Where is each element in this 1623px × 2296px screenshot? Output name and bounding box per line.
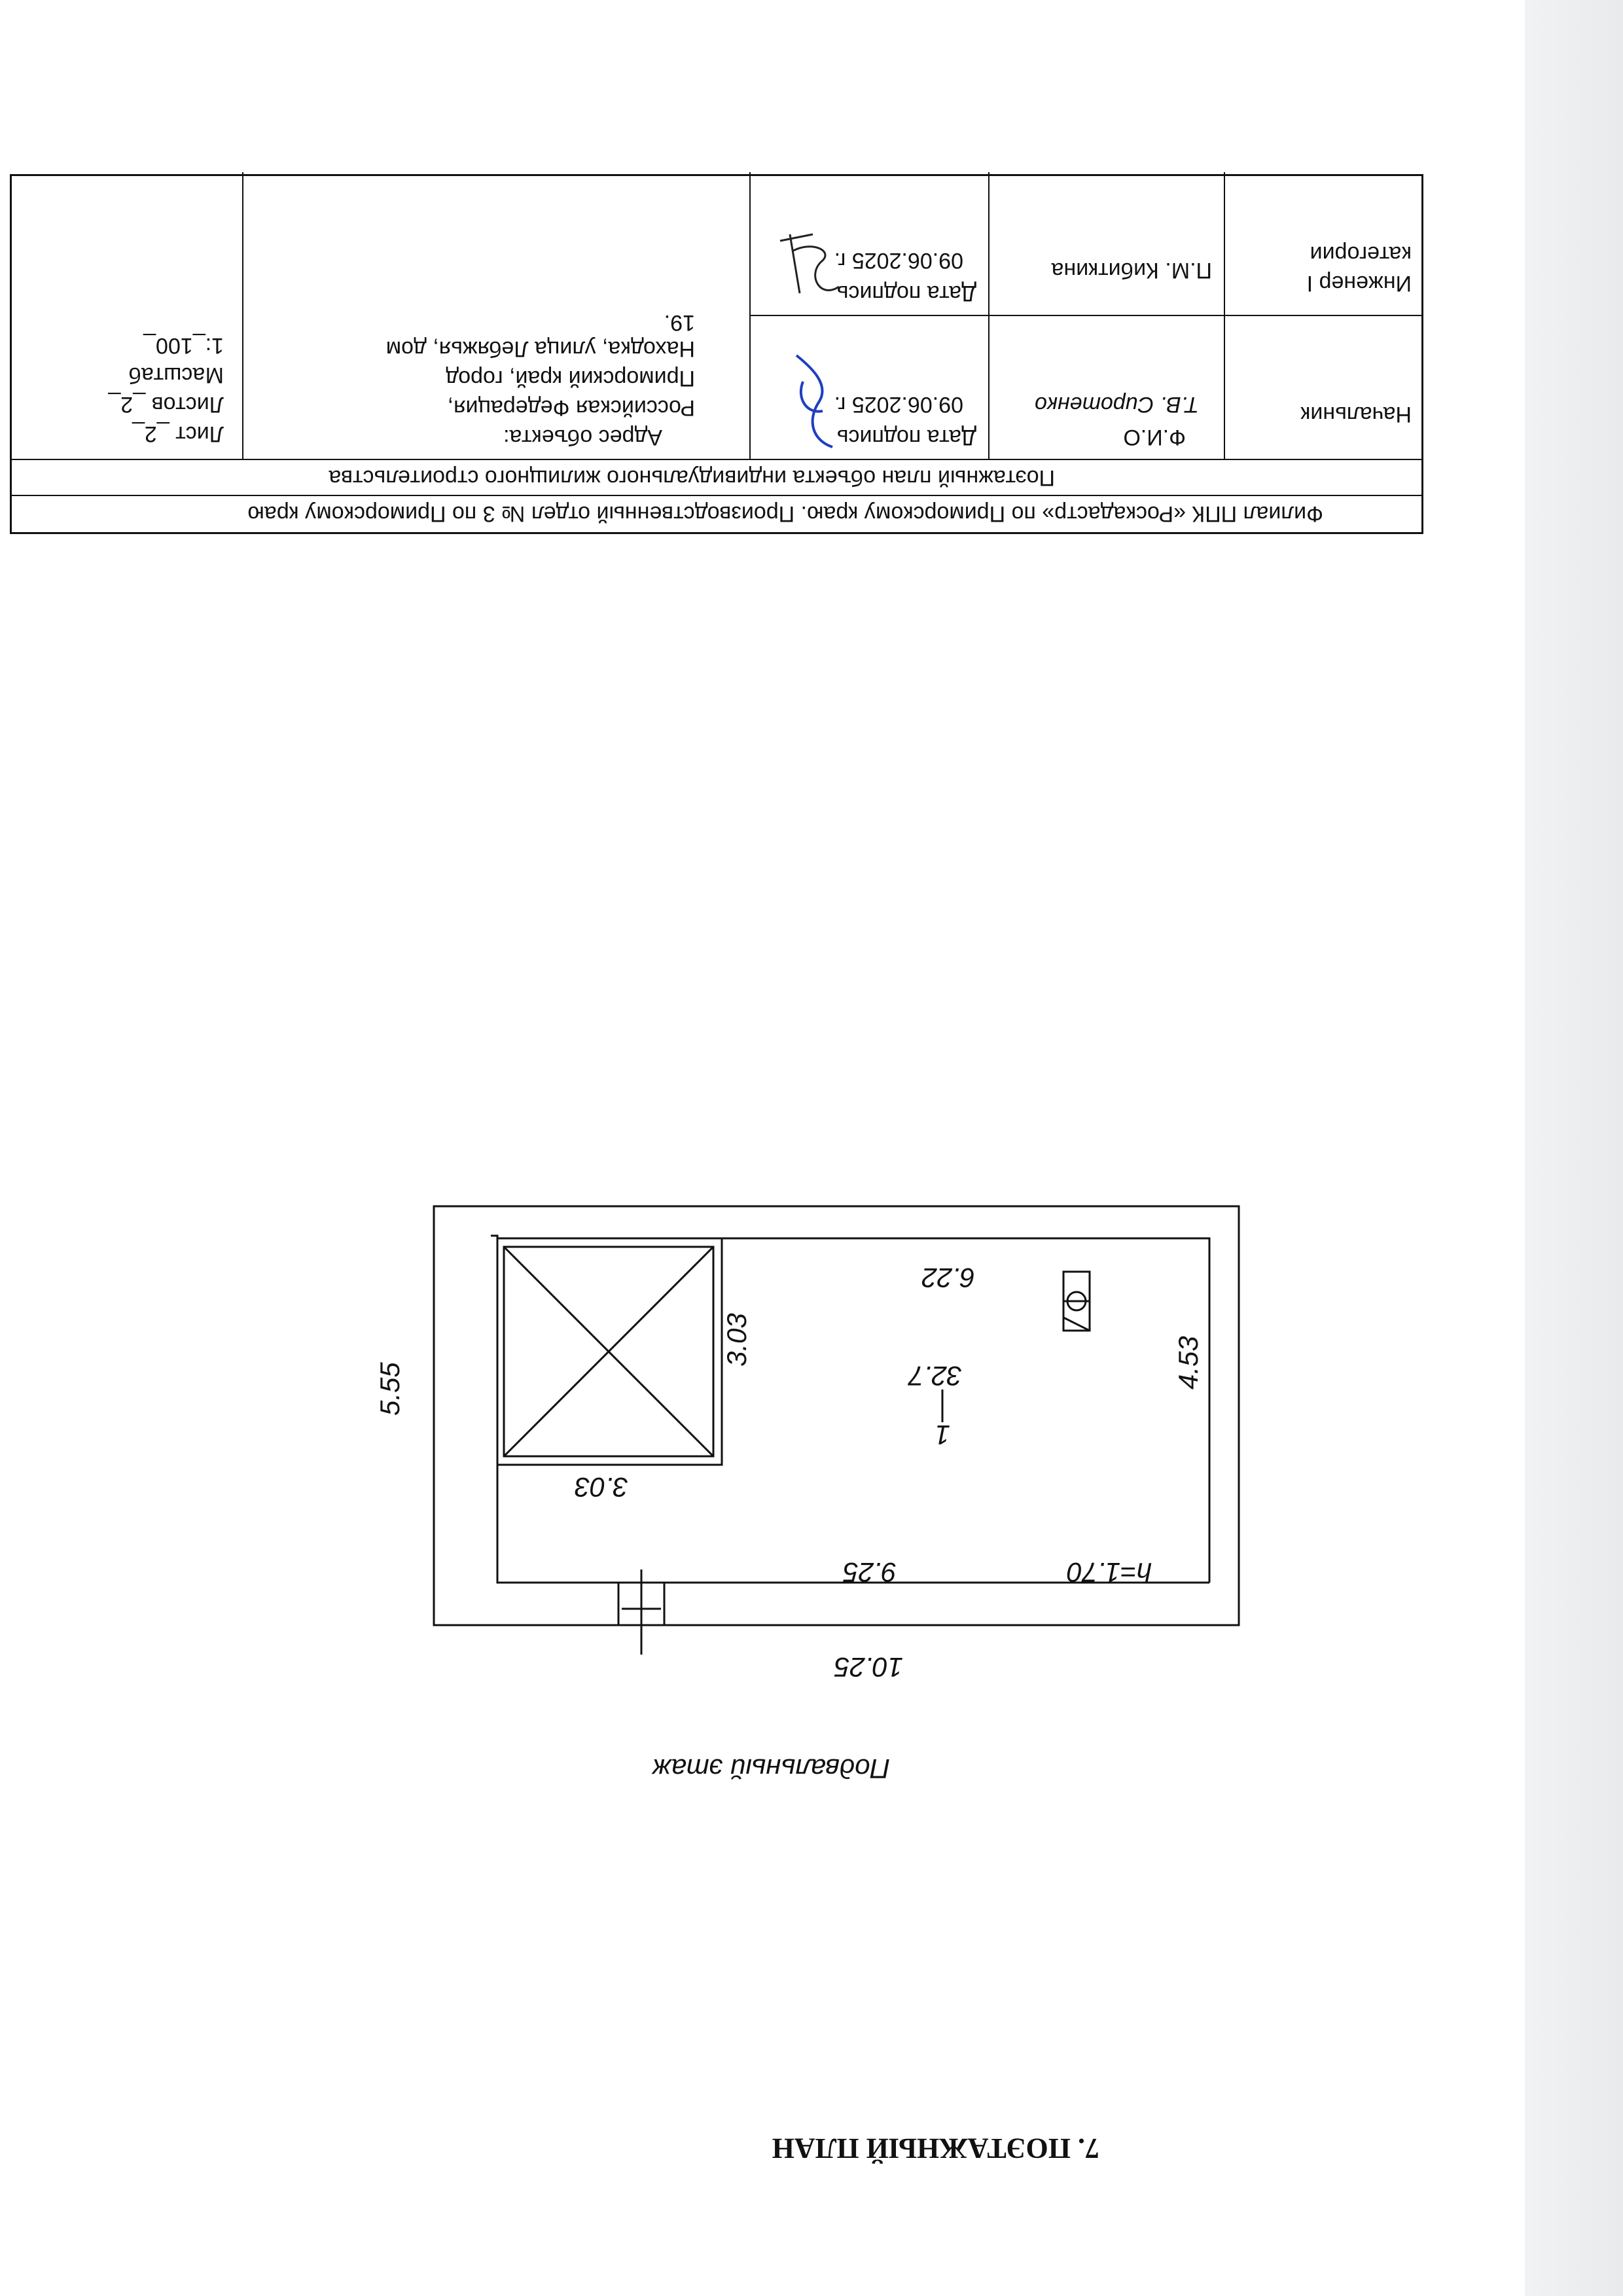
stamp-address-line-1: Российская Федерация, (447, 395, 695, 420)
dim-stair-depth: 3.03 (721, 1313, 752, 1367)
dim-outer-height: 5.55 (374, 1362, 405, 1416)
room-area: 32.7 (908, 1361, 962, 1391)
stamp-scale-label: Масштаб (128, 363, 224, 387)
stamp-address-line-4: 19. (664, 310, 695, 335)
stamp-plan-name: Поэтажный план объекта индивидуального жилищного строительства (329, 465, 1055, 490)
stamp-head-name: Т.В. Сиротенко (1035, 392, 1199, 417)
stamp-fio-label: Ф.И.О (1123, 425, 1186, 450)
dim-room-length: 6.22 (921, 1263, 975, 1293)
dim-inner-width: 9.25 (843, 1557, 897, 1588)
stamp-engineer-position-2: категории (1310, 242, 1412, 266)
inner-wall (491, 1236, 1209, 1583)
stamp-address-line-2: Приморский край, город (446, 366, 695, 391)
room-number: 1 (935, 1420, 950, 1450)
stamp-engineer-position-1: Инженер I (1306, 271, 1412, 296)
dim-outer-width: 10.25 (834, 1652, 903, 1683)
stamp-sheets: Листов _2_ (108, 392, 224, 417)
head-signature (774, 342, 859, 460)
stamp-head-sign-date-label: Дата подпись (836, 425, 976, 450)
stamp-table (10, 174, 1423, 534)
dim-inner-height: 4.53 (1173, 1336, 1204, 1390)
stamp-engineer-name: П.М. Кибиткина (1051, 258, 1212, 283)
dim-height: h=1.70 (1067, 1557, 1152, 1588)
stamp-head-date: 09.06.2025 г. (834, 392, 963, 417)
engineer-signature (760, 221, 852, 313)
stamp-address-line-3: Находка, улица Лебяжья, дом (385, 336, 695, 361)
page-title: 7. ПОЭТАЖНЫЙ ПЛАН (772, 2132, 1099, 2164)
stamp-org: Филиал ППК «Роскадастр» по Приморскому краю. Производственный отдел № 3 по Приморскому краю (247, 501, 1323, 526)
stamp-scale: 1:_100_ (143, 333, 224, 358)
stamp-engineer-sign-date-label: Дата подпись (836, 281, 976, 306)
stamp-engineer-date: 09.06.2025 г. (834, 248, 963, 273)
dim-stair-width: 3.03 (575, 1472, 628, 1503)
stamp-sheet: Лист _2_ (132, 422, 224, 446)
stamp-head-position: Начальник (1300, 402, 1412, 427)
floor-title: Подвальный этаж (652, 1753, 890, 1784)
stamp-address-label: Адрес объекта: (503, 425, 662, 450)
